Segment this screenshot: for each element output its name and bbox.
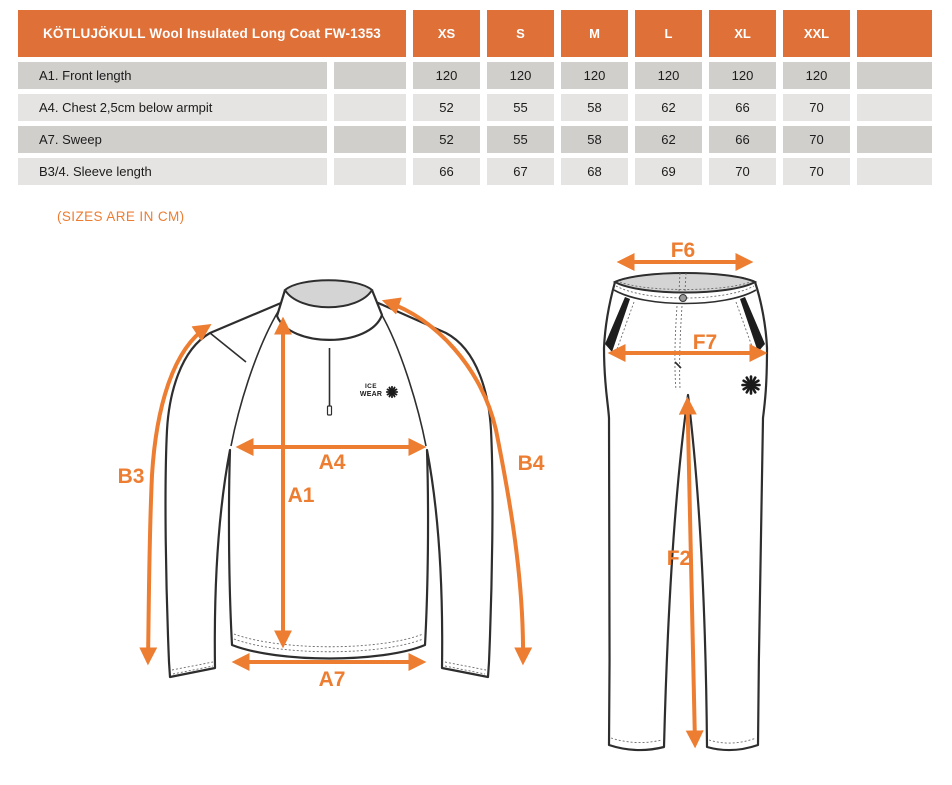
- value-cell: 120: [709, 62, 776, 89]
- waist-button: [680, 295, 687, 302]
- spacer-cell: [334, 158, 406, 185]
- value-cell: 58: [561, 126, 628, 153]
- label-f6: F6: [670, 240, 696, 262]
- sizes-note: (SIZES ARE IN CM): [57, 209, 185, 224]
- pants-measurement-diagram: [580, 240, 952, 785]
- trailing-empty-cell: [857, 94, 932, 121]
- brand-logo-line1: ICE: [364, 383, 378, 390]
- value-cell: 52: [413, 94, 480, 121]
- row-label: A7. Sweep: [18, 126, 327, 153]
- trailing-empty-cell: [857, 62, 932, 89]
- column-header-empty: [857, 10, 932, 57]
- spacer-cell: [334, 62, 406, 89]
- brand-logo-line2: WEAR: [359, 391, 383, 398]
- value-cell: 66: [413, 158, 480, 185]
- value-cell: 120: [783, 62, 850, 89]
- label-a4: A4: [318, 451, 346, 474]
- value-cell: 70: [783, 126, 850, 153]
- zipper-pull: [328, 406, 332, 415]
- value-cell: 55: [487, 126, 554, 153]
- spacer-cell: [334, 126, 406, 153]
- value-cell: 120: [561, 62, 628, 89]
- column-header-m: M: [561, 10, 628, 57]
- value-cell: 58: [561, 94, 628, 121]
- value-cell: 68: [561, 158, 628, 185]
- size-table: [18, 10, 932, 185]
- pants-outline: [604, 274, 767, 750]
- column-header-xxl: XXL: [783, 10, 850, 57]
- label-a1: A1: [287, 484, 315, 507]
- value-cell: 120: [635, 62, 702, 89]
- value-cell: 70: [783, 158, 850, 185]
- row-label: B3/4. Sleeve length: [18, 158, 327, 185]
- value-cell: 66: [709, 126, 776, 153]
- column-header-l: L: [635, 10, 702, 57]
- value-cell: 67: [487, 158, 554, 185]
- value-cell: 66: [709, 94, 776, 121]
- trailing-empty-cell: [857, 126, 932, 153]
- value-cell: 120: [413, 62, 480, 89]
- label-a7: A7: [318, 668, 346, 691]
- row-label: A4. Chest 2,5cm below armpit: [18, 94, 327, 121]
- value-cell: 52: [413, 126, 480, 153]
- coat-measurement-diagram: [100, 250, 560, 710]
- value-cell: 70: [783, 94, 850, 121]
- value-cell: 70: [709, 158, 776, 185]
- value-cell: 120: [487, 62, 554, 89]
- table-title: KÖTLUJÖKULL Wool Insulated Long Coat FW-1353: [18, 10, 406, 57]
- value-cell: 62: [635, 126, 702, 153]
- label-f2: F2: [666, 547, 692, 570]
- column-header-xl: XL: [709, 10, 776, 57]
- label-b3: B3: [117, 465, 145, 488]
- trailing-empty-cell: [857, 158, 932, 185]
- value-cell: 69: [635, 158, 702, 185]
- value-cell: 62: [635, 94, 702, 121]
- label-f7: F7: [692, 331, 718, 354]
- value-cell: 55: [487, 94, 554, 121]
- spacer-cell: [334, 94, 406, 121]
- label-b4: B4: [517, 452, 545, 475]
- column-header-s: S: [487, 10, 554, 57]
- column-header-xs: XS: [413, 10, 480, 57]
- row-label: A1. Front length: [18, 62, 327, 89]
